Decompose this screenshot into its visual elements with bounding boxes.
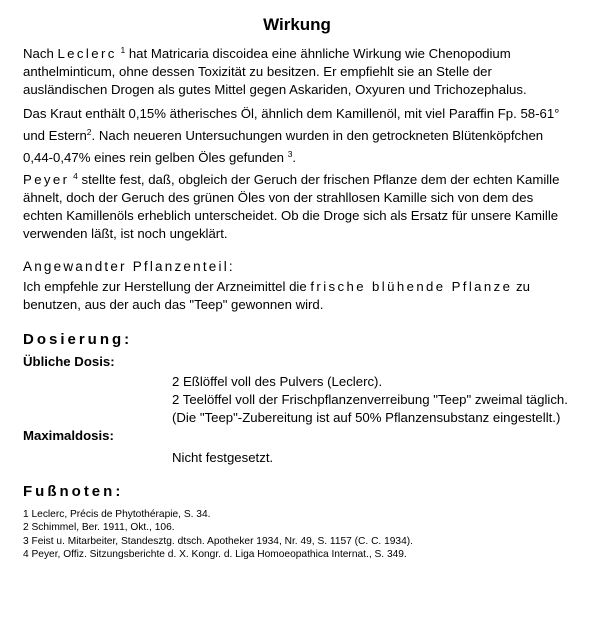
text: . [292,150,297,165]
effect-paragraph-1 [23,45,571,99]
emphasized-text: frische blühende Pflanze [310,279,513,294]
plant-part-paragraph [23,278,571,314]
footnote-ref: 1 [120,45,126,55]
footnote-item: 1 Leclerc, Précis de Phytothérapie, S. 34. [23,509,211,520]
text: zu benutzen, aus der auch das "Teep" gewonnen wird. [23,279,530,312]
footnote-item: 4 Peyer, Offiz. Sitzungsberichte d. X. Kongr. d. Liga Homoeopathica Internat., S. 349. [23,548,407,560]
footnote-item: 3 Feist u. Mitarbeiter, Standesztg. dtsch. Apotheker 1934, Nr. 49, S. 1157 (C. C. 1934). [23,535,413,547]
text: Nach [23,46,58,61]
dose-line: 2 Teelöffel voll der Frischpflanzenverreibung "Teep" zweimal täglich. [172,392,568,407]
text: hat Matricaria discoidea eine ähnliche Wirkung wie Chenopodium anthelminticum, ohne dessen Toxizität zu besitzen. Er empfiehlt sie an Stelle der ausländischen Drogen als gutes Mittel gegen Askariden, Oxyuren und Trichozephalus. [23,46,527,97]
footnotes-heading: Fußnoten: [23,483,124,500]
text: stellte fest, daß, obgleich der Geruch der frischen Pflanze dem der echten Kamille ähnelt, doch der Geruch des grünen Öles von der strahllosen Kamille sich von dem des echten Kamillenöls erheblich unterscheidet. Ob die Droge sich als Ersatz für unsere Kamille verwenden läßt, ist noch ungeklärt. [23,172,560,241]
footnote-list [23,508,571,561]
footnote-ref: 3 [287,149,293,159]
effect-paragraph-3 [23,171,571,243]
footnote-ref: 4 [73,171,78,181]
dose-line: (Die "Teep"-Zubereitung ist auf 50% Pflanzensubstanz eingestellt.) [172,410,561,425]
footnote-item: 2 Schimmel, Ber. 1911, Okt., 106. [23,522,175,534]
author-name: Leclerc [57,46,117,61]
plant-part-heading: Angewandter Pflanzenteil: [23,259,235,274]
usual-dose-list [172,373,571,427]
text: Ich empfehle zur Herstellung der Arzneimittel die [23,279,311,294]
max-dose-label: Maximaldosis: [23,428,114,443]
author-name: Peyer [23,172,70,187]
text: . Nach neueren Untersuchungen wurden in den getrockneten Blütenköpfchen 0,44-0,47% eines rein gelben Öles gefunden [23,128,544,165]
page-title: Wirkung [263,15,331,34]
effect-paragraph-2 [23,103,571,169]
max-dose-value: Nicht festgesetzt. [172,450,274,465]
dose-line: 2 Eßlöffel voll des Pulvers (Leclerc). [172,374,383,389]
text: Das Kraut enthält 0,15% ätherisches Öl, ähnlich dem Kamillenöl, mit viel Paraffin Fp. 58-61° und Estern [23,106,560,143]
usual-dose-label: Übliche Dosis: [23,354,115,369]
dosage-heading: Dosierung: [23,331,133,348]
footnote-ref: 2 [86,127,92,137]
